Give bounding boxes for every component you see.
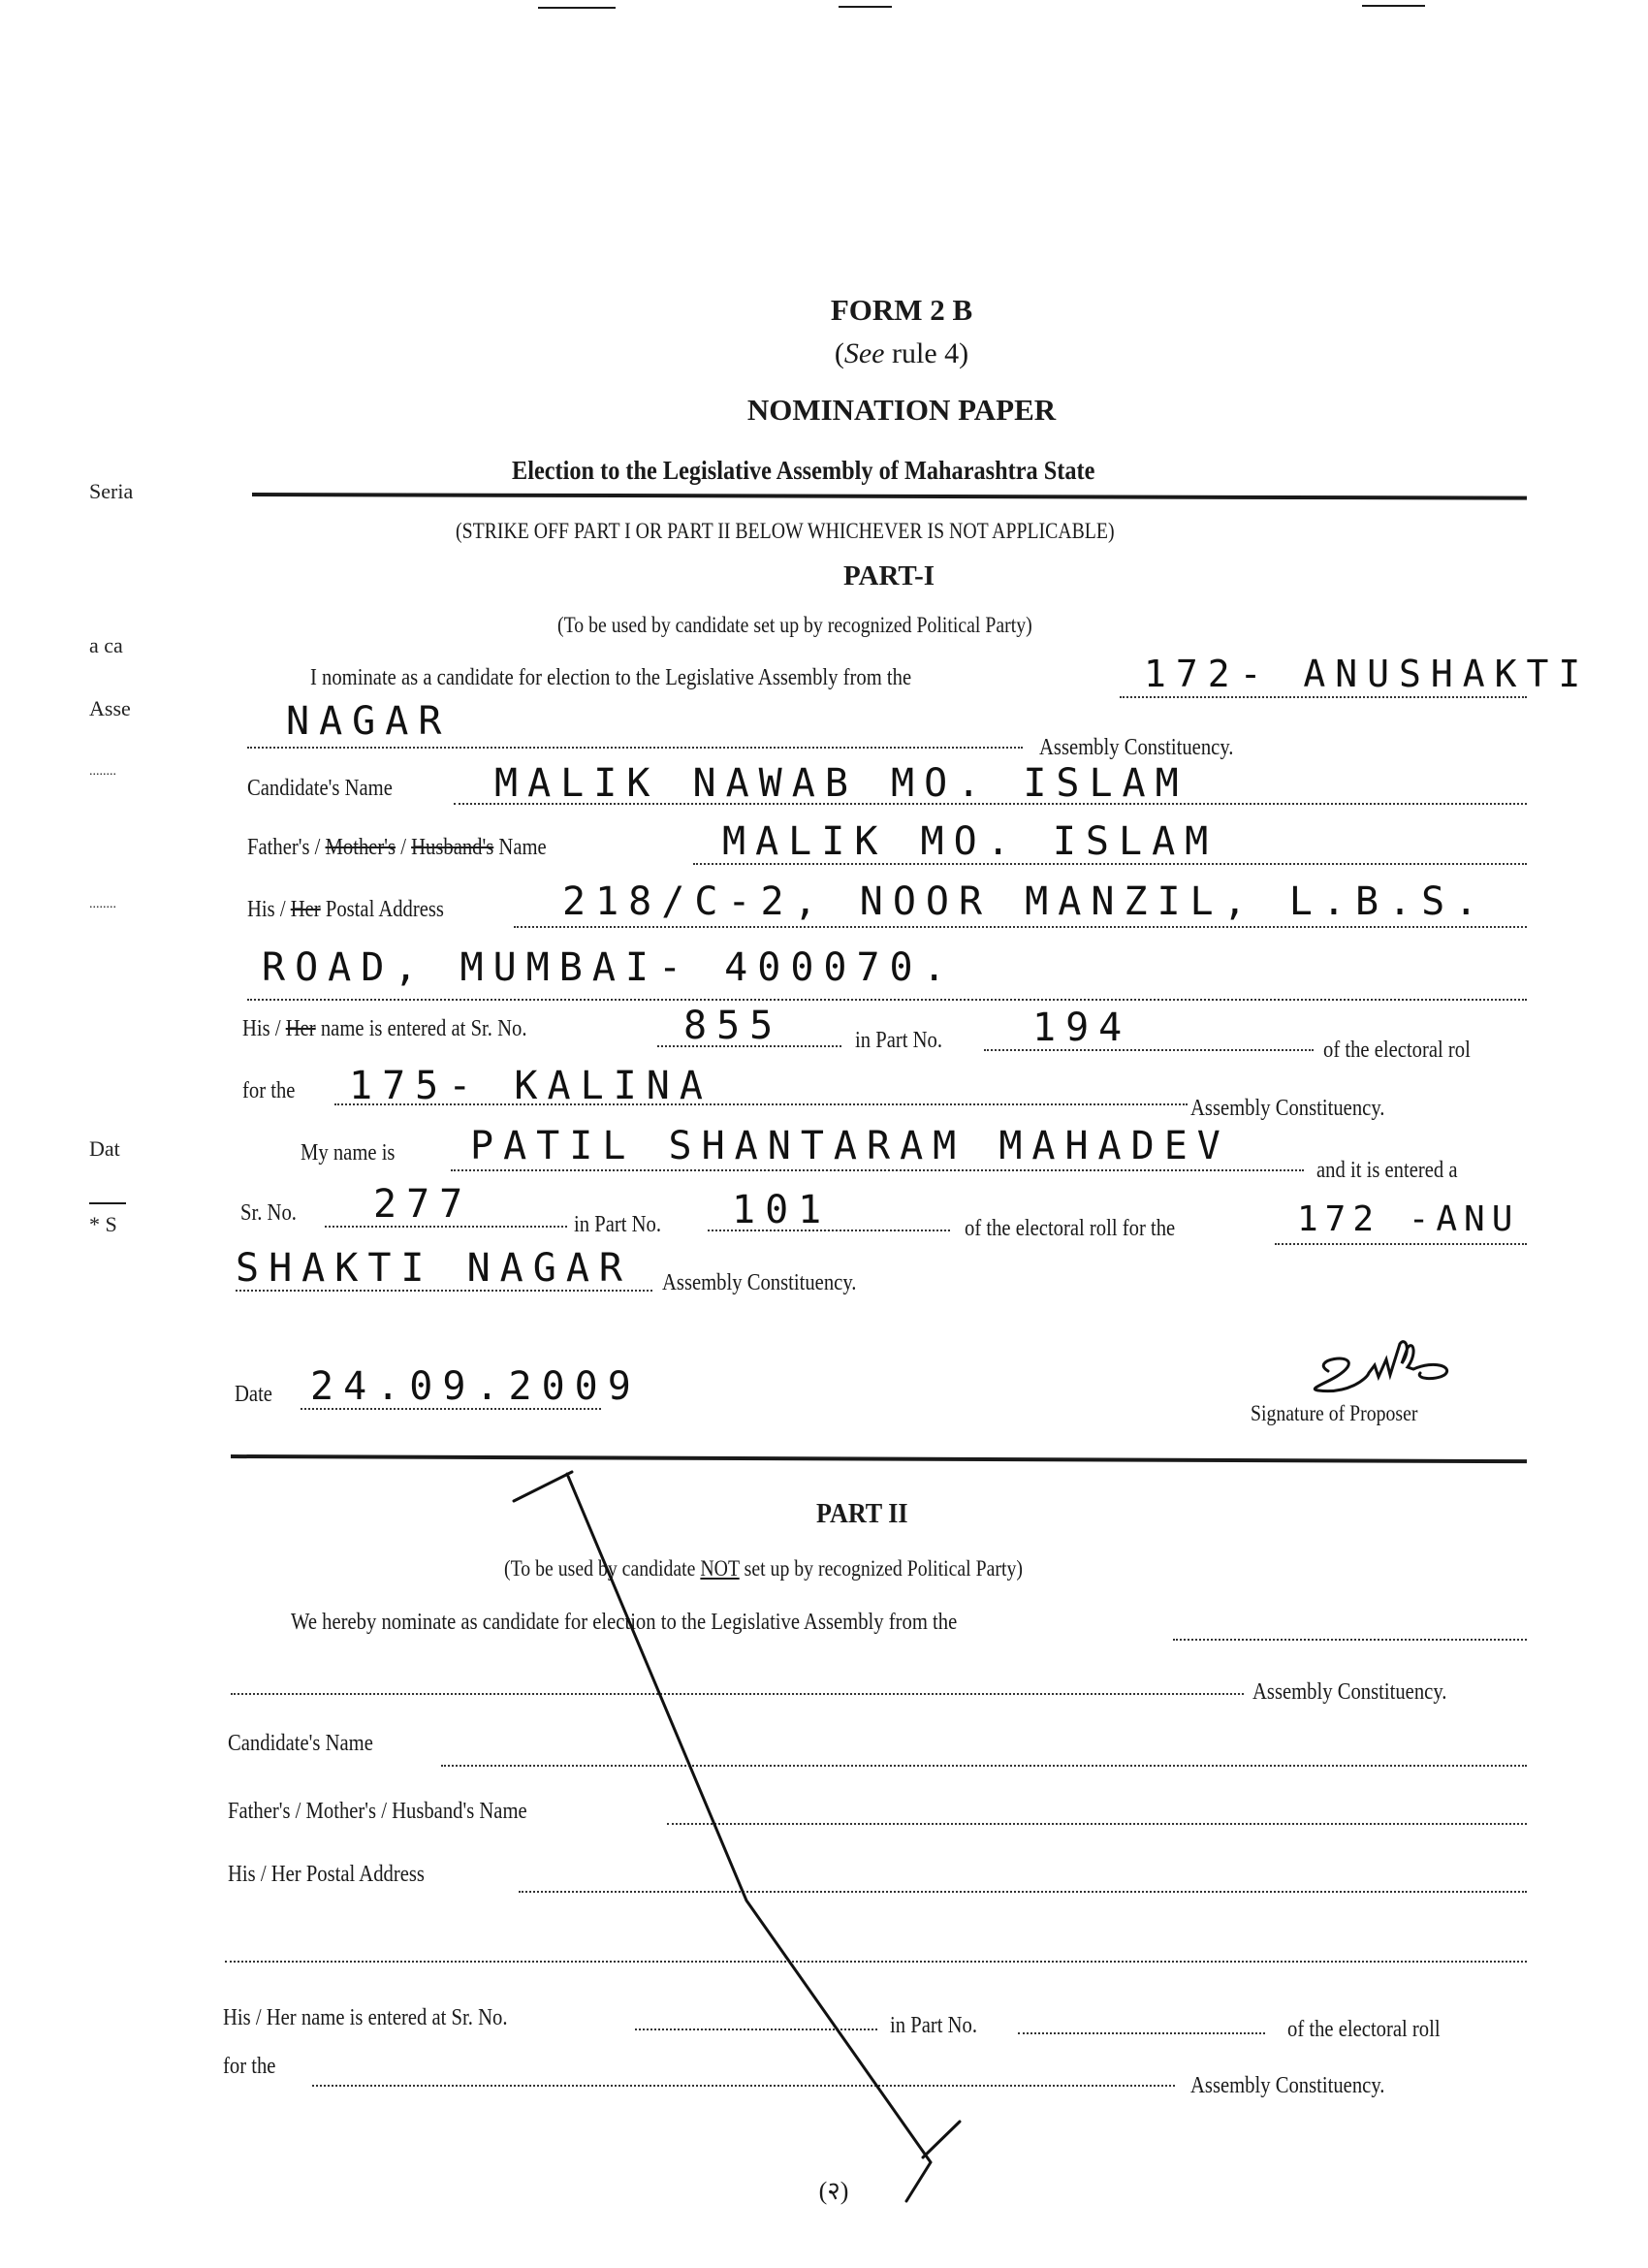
entered-rest: name is entered at Sr. No. [315,1016,527,1041]
nominate-text: I nominate as a candidate for election to the Legislative Assembly from the [310,665,912,690]
my-name-is-label: My name is [301,1140,396,1166]
margin-fragment: ........ [89,897,116,911]
margin-fragment: a ca [89,633,123,657]
assembly-constituency-label-3: Assembly Constituency. [662,1270,857,1295]
part2-sub-prefix: (To be used by candidate [504,1556,701,1581]
relation-separator: / [396,835,412,860]
candidate-name-field[interactable]: MALIK NAWAB MO. ISLAM [494,761,1188,806]
entered-his: His / [242,1016,286,1041]
relation-husband-struck: Husband's [411,835,494,860]
proposer-sr-no-label: Sr. No. [240,1200,297,1226]
assembly-constituency-label: Assembly Constituency. [1039,735,1234,760]
date-field[interactable]: 24.09.2009 [310,1364,641,1409]
relation-name-word: Name [493,835,547,860]
rule-open-paren: ( [834,337,844,369]
page-number: (२) [818,2177,849,2205]
part2-for-the-label: for the [223,2054,276,2079]
margin-fragment: Asse [89,696,131,720]
part2-sub-suffix: set up by recognized Political Party) [739,1556,1023,1581]
part1-subheading: (To be used by candidate set up by recognized Political Party) [557,613,1032,637]
and-entered-label: and it is entered a [1316,1158,1458,1183]
electoral-roll-label: of the electoral rol [1323,1038,1471,1063]
part2-sub-not: NOT [700,1556,740,1581]
proposer-in-part-no-label: in Part No. [574,1212,662,1237]
candidate-name-label: Candidate's Name [247,776,393,801]
part2-assembly-constituency-label-2: Assembly Constituency. [1190,2073,1385,2098]
part1-heading: PART-I [843,560,935,591]
for-the-label: for the [242,1078,296,1103]
proposer-constituency-field-2[interactable]: SHAKTI NAGAR [236,1246,632,1291]
proposer-constituency-field-1[interactable]: 172 -ANU [1297,1199,1520,1239]
assembly-constituency-label-2: Assembly Constituency. [1190,1096,1385,1121]
address-her-struck: Her [290,897,321,922]
part-no-field[interactable]: 194 [1032,1006,1132,1050]
rule-see: See [843,337,885,369]
rule-number: rule 4) [884,337,969,369]
address-rest: Postal Address [320,897,444,922]
address-field-1[interactable]: 218/C-2, NOOR MANZIL, L.B.S. [562,879,1488,924]
margin-fragment: * S [89,1212,117,1236]
part2-in-part-no-label: in Part No. [890,2013,978,2038]
relation-name-field[interactable]: MALIK MO. ISLAM [722,819,1219,864]
address-his: His / [247,897,291,922]
proposer-part-no-field[interactable]: 101 [732,1188,832,1232]
margin-fragment: ........ [89,764,116,779]
constituency-field-2[interactable]: NAGAR [286,699,452,744]
relation-father: Father's / [247,835,326,860]
address-field-2[interactable]: ROAD, MUMBAI- 400070. [262,945,956,990]
margin-fragment: Seria [89,479,134,503]
paper-title: NOMINATION PAPER [746,393,1057,427]
part2-assembly-constituency-label: Assembly Constituency. [1252,1679,1447,1705]
part2-heading: PART II [816,1498,908,1529]
relation-mother-struck: Mother's [325,835,396,860]
part2-nominate-text: We hereby nominate as candidate for election to the Legislative Assembly from the [291,1610,958,1635]
margin-fragment: Dat [89,1136,120,1161]
part2-address-label: His / Her Postal Address [228,1862,425,1887]
form-title: FORM 2 B [830,293,973,327]
signature-of-proposer-label: Signature of Proposer [1251,1401,1418,1425]
part2-electoral-roll-label: of the electoral roll [1287,2017,1441,2042]
entered-her-struck: Her [285,1016,316,1041]
for-the-field[interactable]: 175- KALINA [349,1064,713,1108]
strike-note: (STRIKE OFF PART I OR PART II BELOW WHICHEVER IS NOT APPLICABLE) [456,519,1115,543]
proposer-sr-no-field[interactable]: 277 [373,1182,473,1227]
part2-entered-at-label: His / Her name is entered at Sr. No. [223,2005,508,2030]
roll-for-the-label: of the electoral roll for the [965,1216,1176,1241]
proposer-name-field[interactable]: PATIL SHANTARAM MAHADEV [470,1124,1230,1168]
part2-relation-name-label: Father's / Mother's / Husband's Name [228,1799,527,1824]
in-part-no-label: in Part No. [855,1028,943,1053]
date-label: Date [235,1382,272,1407]
election-title: Election to the Legislative Assembly of Maharashtra State [512,456,1095,485]
sr-no-field[interactable]: 855 [683,1004,783,1048]
part2-candidate-name-label: Candidate's Name [228,1731,373,1756]
constituency-field-1[interactable]: 172- ANUSHAKTI [1144,653,1591,695]
